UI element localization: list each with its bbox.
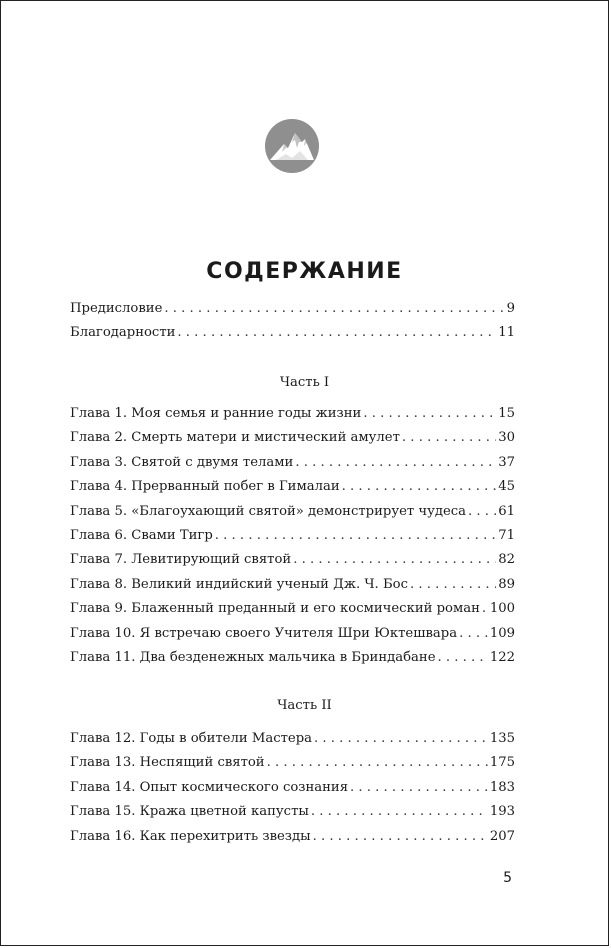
- entry-label: Глава 10. Я встречаю своего Учителя Шри Юктешвара: [70, 625, 458, 641]
- entry-page: 45: [498, 479, 515, 495]
- toc-entry: [70, 430, 515, 454]
- entry-label: Глава 7. Левитирующий святой: [70, 552, 292, 568]
- toc-entry: [70, 528, 515, 552]
- entry-label: Глава 4. Прерванный побег в Гималаи: [70, 479, 340, 495]
- dot-leader: [468, 504, 496, 519]
- entry-label: Глава 3. Святой с двумя телами: [70, 454, 294, 470]
- entry-label: Благодарности: [70, 325, 176, 341]
- entry-page: 11: [498, 325, 515, 341]
- entry-label: Глава 6. Свами Тигр: [70, 527, 213, 543]
- entry-page: 193: [489, 804, 515, 820]
- entry-page: 71: [498, 527, 515, 543]
- dot-leader: [177, 325, 496, 340]
- entry-page: 109: [489, 625, 515, 641]
- entry-label: Глава 1. Моя семья и ранние годы жизни: [70, 406, 362, 421]
- toc-entry: [70, 601, 515, 625]
- entry-label: Глава 9. Блаженный преданный и его космический роман: [70, 601, 480, 617]
- entry-page: 122: [489, 649, 515, 665]
- toc-entry: [70, 325, 515, 349]
- front-matter-list: [70, 301, 515, 350]
- entry-label: Глава 5. «Благоухающий святой» демонстрирует чудеса: [70, 503, 467, 519]
- entry-label: Глава 11. Два безденежных мальчика в Бриндабане: [70, 649, 436, 665]
- dot-leader: [215, 528, 496, 543]
- dot-leader: [314, 731, 488, 746]
- entry-page: 9: [506, 301, 515, 316]
- mountain-logo-icon: [264, 118, 320, 174]
- toc-entry: [70, 455, 515, 479]
- entry-label: Глава 16. Как перехитрить звезды: [70, 828, 311, 844]
- entry-page: 61: [498, 503, 515, 519]
- dot-leader: [164, 301, 504, 316]
- entry-page: 89: [498, 576, 515, 592]
- dot-leader: [350, 780, 488, 795]
- part-heading: Часть I: [279, 375, 330, 390]
- toc-entry: [70, 577, 515, 601]
- toc-entry: [70, 780, 515, 804]
- toc-entry: [70, 301, 515, 325]
- entry-label: Глава 8. Великий индийский ученый Дж. Ч. Бос: [70, 576, 408, 592]
- part-2-chapter-list: [70, 731, 515, 853]
- toc-entry: [70, 552, 515, 576]
- entry-page: 15: [498, 406, 515, 421]
- dot-leader: [311, 804, 488, 819]
- toc-entry: [70, 731, 515, 755]
- entry-label: Глава 14. Опыт космического сознания: [70, 779, 349, 795]
- dot-leader: [313, 829, 488, 844]
- dot-leader: [482, 601, 488, 616]
- dot-leader: [459, 626, 488, 641]
- entry-page: 82: [498, 552, 515, 568]
- toc-entry: [70, 626, 515, 650]
- entry-page: 175: [489, 755, 515, 771]
- toc-entry: [70, 804, 515, 828]
- entry-page: 135: [489, 731, 515, 746]
- toc-entry: [70, 829, 515, 853]
- page-title: СОДЕРЖАНИЕ: [206, 259, 403, 284]
- dot-leader: [267, 755, 488, 770]
- entry-page: 30: [498, 430, 515, 446]
- toc-entry: [70, 406, 515, 430]
- dot-leader: [402, 430, 496, 445]
- entry-label: Глава 12. Годы в обители Мастера: [70, 731, 312, 746]
- dot-leader: [410, 577, 496, 592]
- entry-label: Глава 15. Кража цветной капусты: [70, 804, 309, 820]
- dot-leader: [438, 650, 488, 665]
- toc-entry: [70, 650, 515, 674]
- dot-leader: [293, 552, 496, 567]
- part-1-chapter-list: [70, 406, 515, 674]
- toc-entry: [70, 479, 515, 503]
- part-heading: Часть II: [277, 698, 332, 713]
- entry-page: 183: [489, 779, 515, 795]
- toc-entry: [70, 755, 515, 779]
- entry-label: Глава 2. Смерть матери и мистический амулет: [70, 430, 400, 446]
- entry-page: 100: [489, 601, 515, 617]
- entry-label: Глава 13. Неспящий святой: [70, 755, 265, 771]
- dot-leader: [295, 455, 496, 470]
- entry-page: 37: [498, 454, 515, 470]
- toc-entry: [70, 504, 515, 528]
- entry-page: 207: [489, 828, 515, 844]
- page-number: 5: [503, 870, 512, 886]
- entry-label: Предисловие: [70, 301, 163, 316]
- dot-leader: [342, 479, 497, 494]
- dot-leader: [363, 406, 496, 421]
